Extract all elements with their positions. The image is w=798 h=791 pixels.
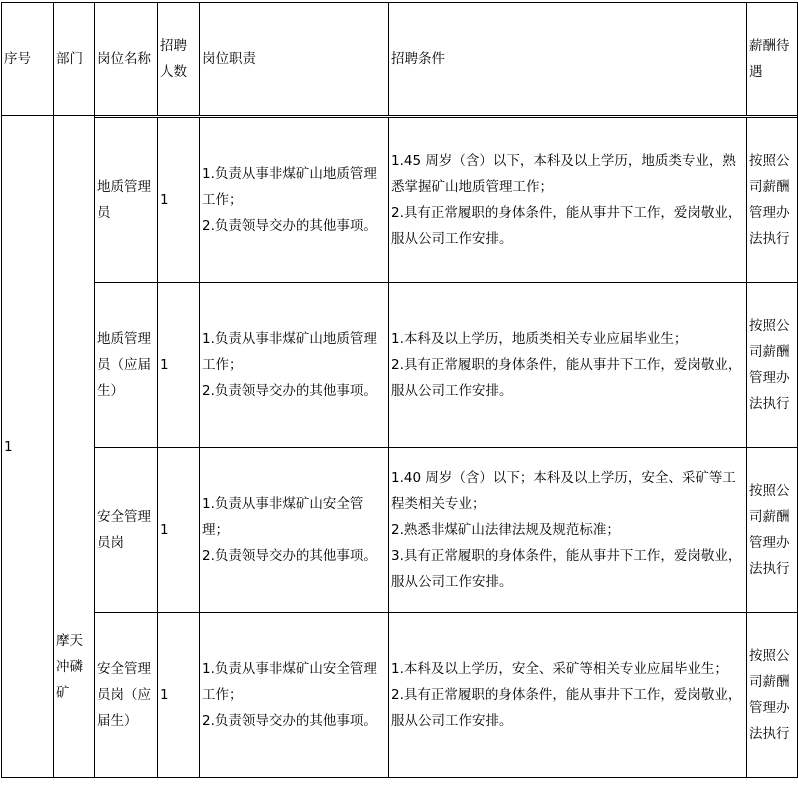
recruitment-table [1, 2, 798, 778]
duties-cell: 1.负责从事非煤矿山安全管理； 2.负责领导交办的其他事项。 [200, 448, 389, 613]
salary-cell: 按照公司薪酬管理办法执行 [747, 118, 798, 283]
requirements-cell: 1.40 周岁（含）以下；本科及以上学历，安全、采矿等工程类相关专业； 2.熟悉非煤矿山法律法规及规范标准； 3.具有正常履职的身体条件，能从事井下工作，爱岗敬业，服从公司工作安排。 [389, 448, 747, 613]
header-count: 招聘人数 [158, 3, 200, 116]
header-position: 岗位名称 [95, 3, 158, 116]
header-duties: 岗位职责 [200, 3, 389, 116]
requirements-cell: 1.本科及以上学历，安全、采矿等相关专业应届毕业生； 2.具有正常履职的身体条件，能从事井下工作，爱岗敬业，服从公司工作安排。 [389, 613, 747, 778]
salary-cell: 按照公司薪酬管理办法执行 [747, 613, 798, 778]
position-cell: 安全管理员岗 [95, 448, 158, 613]
header-requirements: 招聘条件 [389, 3, 747, 116]
table-header-row [2, 3, 798, 116]
duties-cell: 1.负责从事非煤矿山地质管理工作； 2.负责领导交办的其他事项。 [200, 283, 389, 448]
salary-cell: 按照公司薪酬管理办法执行 [747, 448, 798, 613]
position-cell: 地质管理员 [95, 118, 158, 283]
salary-cell: 按照公司薪酬管理办法执行 [747, 283, 798, 448]
position-cell: 地质管理员（应届生） [95, 283, 158, 448]
seq-cell: 1 [2, 116, 54, 778]
duties-cell: 1.负责从事非煤矿山地质管理工作； 2.负责领导交办的其他事项。 [200, 118, 389, 283]
header-dept: 部门 [54, 3, 95, 116]
table-row [2, 448, 798, 613]
dept-cell: 摩天冲磷矿 [54, 116, 95, 778]
header-salary: 薪酬待遇 [747, 3, 798, 116]
position-cell: 安全管理员岗（应届生） [95, 613, 158, 778]
requirements-cell: 1.45 周岁（含）以下，本科及以上学历，地质类专业，熟悉掌握矿山地质管理工作； 2.具有正常履职的身体条件，能从事井下工作，爱岗敬业，服从公司工作安排。 [389, 118, 747, 283]
count-cell: 1 [158, 448, 200, 613]
requirements-cell: 1.本科及以上学历，地质类相关专业应届毕业生； 2.具有正常履职的身体条件，能从事井下工作，爱岗敬业，服从公司工作安排。 [389, 283, 747, 448]
table-row [2, 118, 798, 283]
header-seq: 序号 [2, 3, 54, 116]
table-row [2, 613, 798, 778]
duties-cell: 1.负责从事非煤矿山安全管理工作； 2.负责领导交办的其他事项。 [200, 613, 389, 778]
count-cell: 1 [158, 283, 200, 448]
count-cell: 1 [158, 613, 200, 778]
count-cell: 1 [158, 118, 200, 283]
table-row [2, 283, 798, 448]
